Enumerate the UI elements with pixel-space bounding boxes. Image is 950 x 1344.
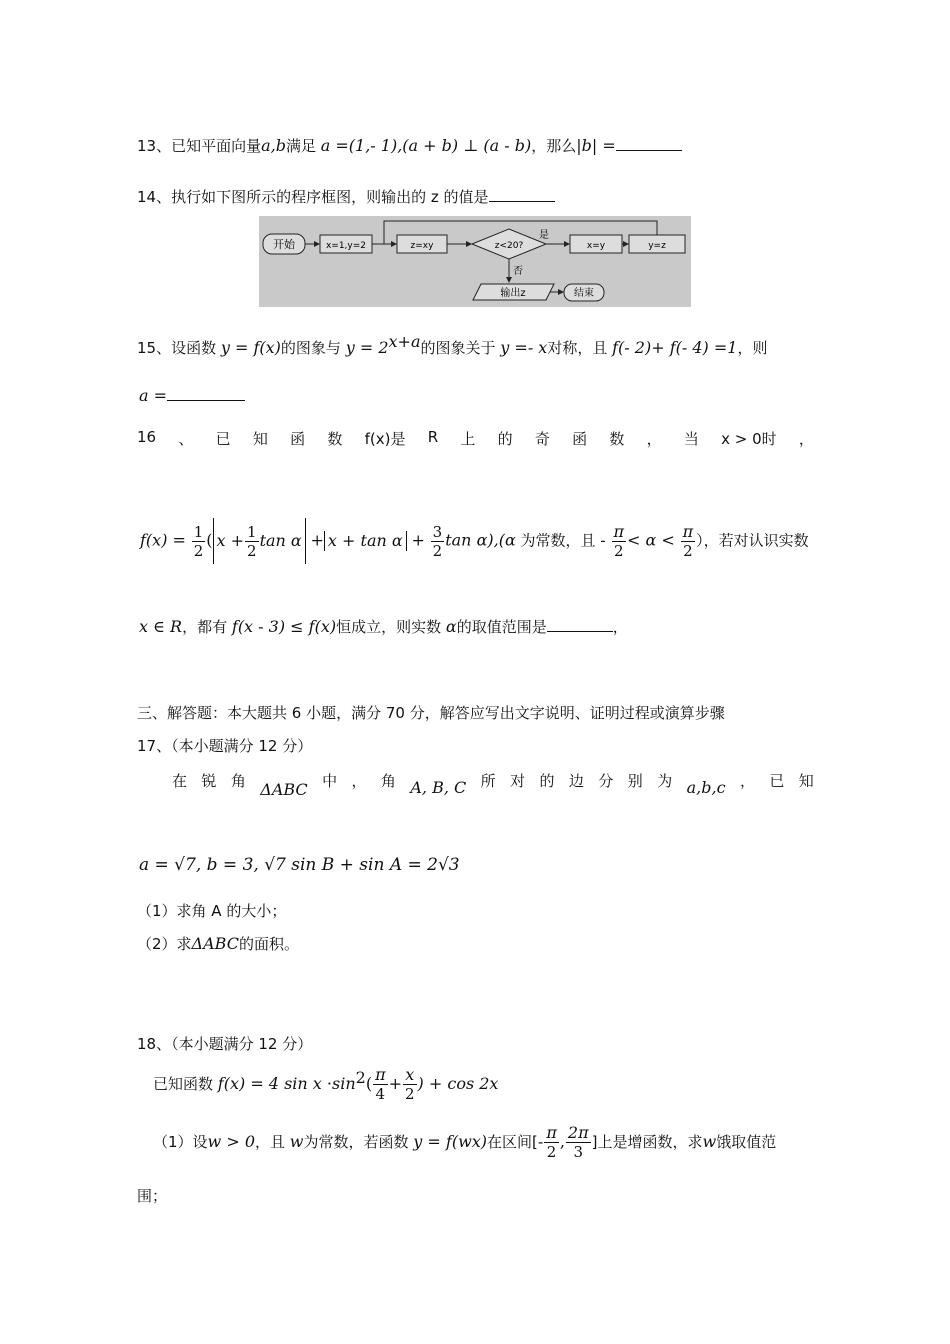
question-16-line3 xyxy=(139,616,628,637)
flow-end-label: 结束 xyxy=(574,288,594,299)
section-3-title: 三、解答题：本大题共 6 小题，满分 70 分，解答应写出文字说明、证明过程或演算步骤 xyxy=(137,704,725,722)
q13-vars: a,b xyxy=(261,136,286,155)
q18-2pi-3: $\frac{2\pi}{3}$ xyxy=(567,1123,589,1161)
q16-cond-tail: ），若对认识实数 xyxy=(696,531,809,550)
q16-l3e: α xyxy=(445,617,457,636)
q15-t3: 对称，且 xyxy=(547,339,608,357)
q18-p1b: w > 0 xyxy=(207,1132,255,1151)
flow-yes-label: 是 xyxy=(539,230,549,241)
q14-text: 14、执行如下图所示的程序框图，则输出的 z 的值是 xyxy=(137,188,489,206)
q16-half: $\frac{1}{2}$ xyxy=(193,522,204,560)
q18-square: 2 xyxy=(355,1068,366,1087)
q15-t1: 的图象与 xyxy=(280,339,341,357)
q16-c3: 知 xyxy=(252,430,268,448)
q18-pi-2: $\frac{\pi}{2}$ xyxy=(546,1123,557,1161)
q16-abs2: x + tan α xyxy=(324,531,407,551)
q13-result: |b| = xyxy=(576,136,616,155)
q17-c13: 别 xyxy=(627,772,643,790)
q18-p1c: ，且 xyxy=(255,1133,286,1151)
q13-condition: a =(1,- 1),(a + b) ⊥ (a - b) xyxy=(320,136,532,155)
q16-lt: < α < xyxy=(627,530,675,550)
flow-condition-label: z<20? xyxy=(494,241,524,251)
q16-c12: 数 xyxy=(609,430,625,448)
q13-cond-label: 满足 xyxy=(285,137,316,155)
q17-header: 17、（本小题满分 12 分） xyxy=(137,737,313,755)
q17-c16: ， xyxy=(739,772,755,790)
q17-c5: ， xyxy=(351,772,367,790)
q16-c11: 函 xyxy=(572,430,588,448)
q16-pi-half-right: $\frac{\pi}{2}$ xyxy=(682,521,694,560)
q16-c2: 已 xyxy=(215,430,231,448)
q15-t2: 的图象关于 xyxy=(420,339,496,357)
q15-answer xyxy=(139,386,245,405)
q17-c4: 中 xyxy=(322,772,338,790)
q16-c16: ， xyxy=(798,430,814,448)
q13-number: 13、已知平面向量 xyxy=(137,137,262,155)
q18-p1i: w xyxy=(702,1132,717,1151)
flow-assign-z-label: z=xy xyxy=(410,241,434,251)
q16-c4: 函 xyxy=(290,430,306,448)
flowchart-image xyxy=(259,216,691,307)
question-14 xyxy=(137,186,555,207)
q13-then: ，那么 xyxy=(531,137,577,155)
q18-p1a: （1）设 xyxy=(153,1133,208,1151)
q16-f: f(x) = xyxy=(140,530,186,550)
q16-c8: 上 xyxy=(460,430,476,448)
flow-start-label: 开始 xyxy=(273,238,295,251)
question-16-formula: f(x) = $\frac{1}{2}$ ( x + $\frac{1}{2}$ tan α + x + tan α + $\frac{3}{2}$ tan α),(α 为常数，且 - $\frac{\pi}{2}$ < α < $\frac{\pi}{2}$ ），若对认识实数 xyxy=(140,518,809,564)
q18-intro: 已知函数 xyxy=(153,1075,214,1093)
q15-f2-exponent: x+a xyxy=(388,332,421,351)
q13-answer-blank xyxy=(616,149,682,151)
q16-l3d: 恒成立，则实数 xyxy=(336,618,442,636)
q15-f1: y = f(x) xyxy=(220,338,281,357)
q17-c14: 为 xyxy=(657,772,673,790)
q17-c8: 所 xyxy=(480,772,496,790)
q17-c2: 角 xyxy=(230,772,246,790)
question-15 xyxy=(137,332,767,358)
q16-l3a: x ∈ R xyxy=(139,617,183,636)
q17-part2 xyxy=(137,933,299,954)
flow-no-label: 否 xyxy=(513,266,523,277)
q15-number: 15、设函数 xyxy=(137,339,217,357)
q14-answer-blank xyxy=(489,200,555,202)
q17-c0: 在 xyxy=(172,772,188,790)
q18-expr-a: f(x) = 4 sin x ·sin xyxy=(217,1074,356,1093)
q15-answer-label: a = xyxy=(139,386,168,405)
q17-c17: 已 xyxy=(769,772,785,790)
flowchart-diagram xyxy=(259,216,691,307)
flow-assign-y-label: y=z xyxy=(648,241,666,251)
q16-abs1: x + $\frac{1}{2}$ tan α xyxy=(213,518,306,564)
q16-c13: ， xyxy=(646,430,662,448)
q17-line1 xyxy=(172,770,814,799)
q18-header: 18、（本小题满分 12 分） xyxy=(137,1035,313,1053)
q17-p2a: （2）求 xyxy=(137,935,192,953)
q16-l3b: ，都有 xyxy=(182,618,228,636)
q17-p2b: ΔABC xyxy=(191,934,239,953)
q17-c3: ΔABC xyxy=(260,780,308,799)
q18-formula: 已知函数 f(x) = 4 $\sin x \cdot\sin^2$( $\frac{\pi}{4}$ + $\frac{x}{2}$ ) + cos 2x xyxy=(153,1065,499,1103)
q16-pi-half-left: $\frac{\pi}{2}$ xyxy=(613,521,625,560)
q16-l3f: 的取值范围是 xyxy=(456,618,547,636)
q16-c10: 奇 xyxy=(534,430,550,448)
q16-c9: 的 xyxy=(497,430,513,448)
q16-c14: 当 xyxy=(683,430,699,448)
q17-c1: 锐 xyxy=(201,772,217,790)
q16-c6: f(x)是 xyxy=(364,430,406,448)
q18-p1j: 饿取值范 xyxy=(716,1133,777,1151)
q15-answer-blank xyxy=(167,399,245,401)
q18-x-2: $\frac{x}{2}$ xyxy=(404,1065,415,1103)
q17-c15: a,b,c xyxy=(686,778,726,797)
q16-l3end: ， xyxy=(612,618,628,636)
q18-part1-cont: 围； xyxy=(137,1187,168,1205)
q18-p1g: 在区间[- xyxy=(487,1133,544,1151)
flow-init-label: x=1,y=2 xyxy=(325,241,367,251)
q16-tail: tan α),(α xyxy=(445,530,516,550)
q15-f2: y = 2 xyxy=(345,338,389,357)
flow-assign-x-label: x=y xyxy=(586,241,606,251)
q17-c7: A, B, C xyxy=(410,778,467,797)
q18-part1: （1）设w > 0，且 w为常数，若函数 y = f(wx)在区间[- $\frac{\pi}{2}$ , $\frac{2\pi}{3}$ ]上是增函数，求w饿取值范 xyxy=(153,1123,777,1161)
q16-c5: 数 xyxy=(327,430,343,448)
q17-c10: 的 xyxy=(539,772,555,790)
q15-f3: y =- x xyxy=(500,338,548,357)
q17-c18: 知 xyxy=(798,772,814,790)
q15-f4: f(- 2)+ f(- 4) =1 xyxy=(612,338,738,357)
question-16-line1 xyxy=(137,428,814,449)
q17-condition: a = √7, b = 3, √7 sin B + sin A = 2√3 xyxy=(139,855,460,875)
q16-c1: 、 xyxy=(178,430,194,448)
q17-p2c: 的面积。 xyxy=(238,935,299,953)
q18-p1e: 为常数，若函数 xyxy=(303,1133,409,1151)
q15-t4: ，则 xyxy=(737,339,768,357)
q16-l3c: f(x - 3) ≤ f(x) xyxy=(231,617,337,636)
q16-c7: R xyxy=(427,428,439,446)
q18-p1h: ]上是增函数，求 xyxy=(591,1133,703,1151)
question-13 xyxy=(137,135,682,156)
q17-c12: 分 xyxy=(598,772,614,790)
q17-c9: 对 xyxy=(510,772,526,790)
q17-part1: （1）求角 A 的大小； xyxy=(137,902,287,920)
q16-c15: x > 0时 xyxy=(721,430,777,448)
q16-answer-blank xyxy=(547,630,613,632)
flow-output-label: 输出z xyxy=(500,288,526,299)
q18-p1d: w xyxy=(289,1132,304,1151)
q18-expr-b: ) + cos 2x xyxy=(417,1074,499,1093)
q16-three-half: $\frac{3}{2}$ xyxy=(432,522,443,560)
q18-pi-4: $\frac{\pi}{4}$ xyxy=(375,1065,386,1103)
q18-p1f: y = f(wx) xyxy=(413,1132,488,1151)
q17-c6: 角 xyxy=(380,772,396,790)
q17-c11: 边 xyxy=(568,772,584,790)
q16-c0: 16 xyxy=(137,428,157,446)
q16-const-text: 为常数，且 - xyxy=(520,531,606,550)
